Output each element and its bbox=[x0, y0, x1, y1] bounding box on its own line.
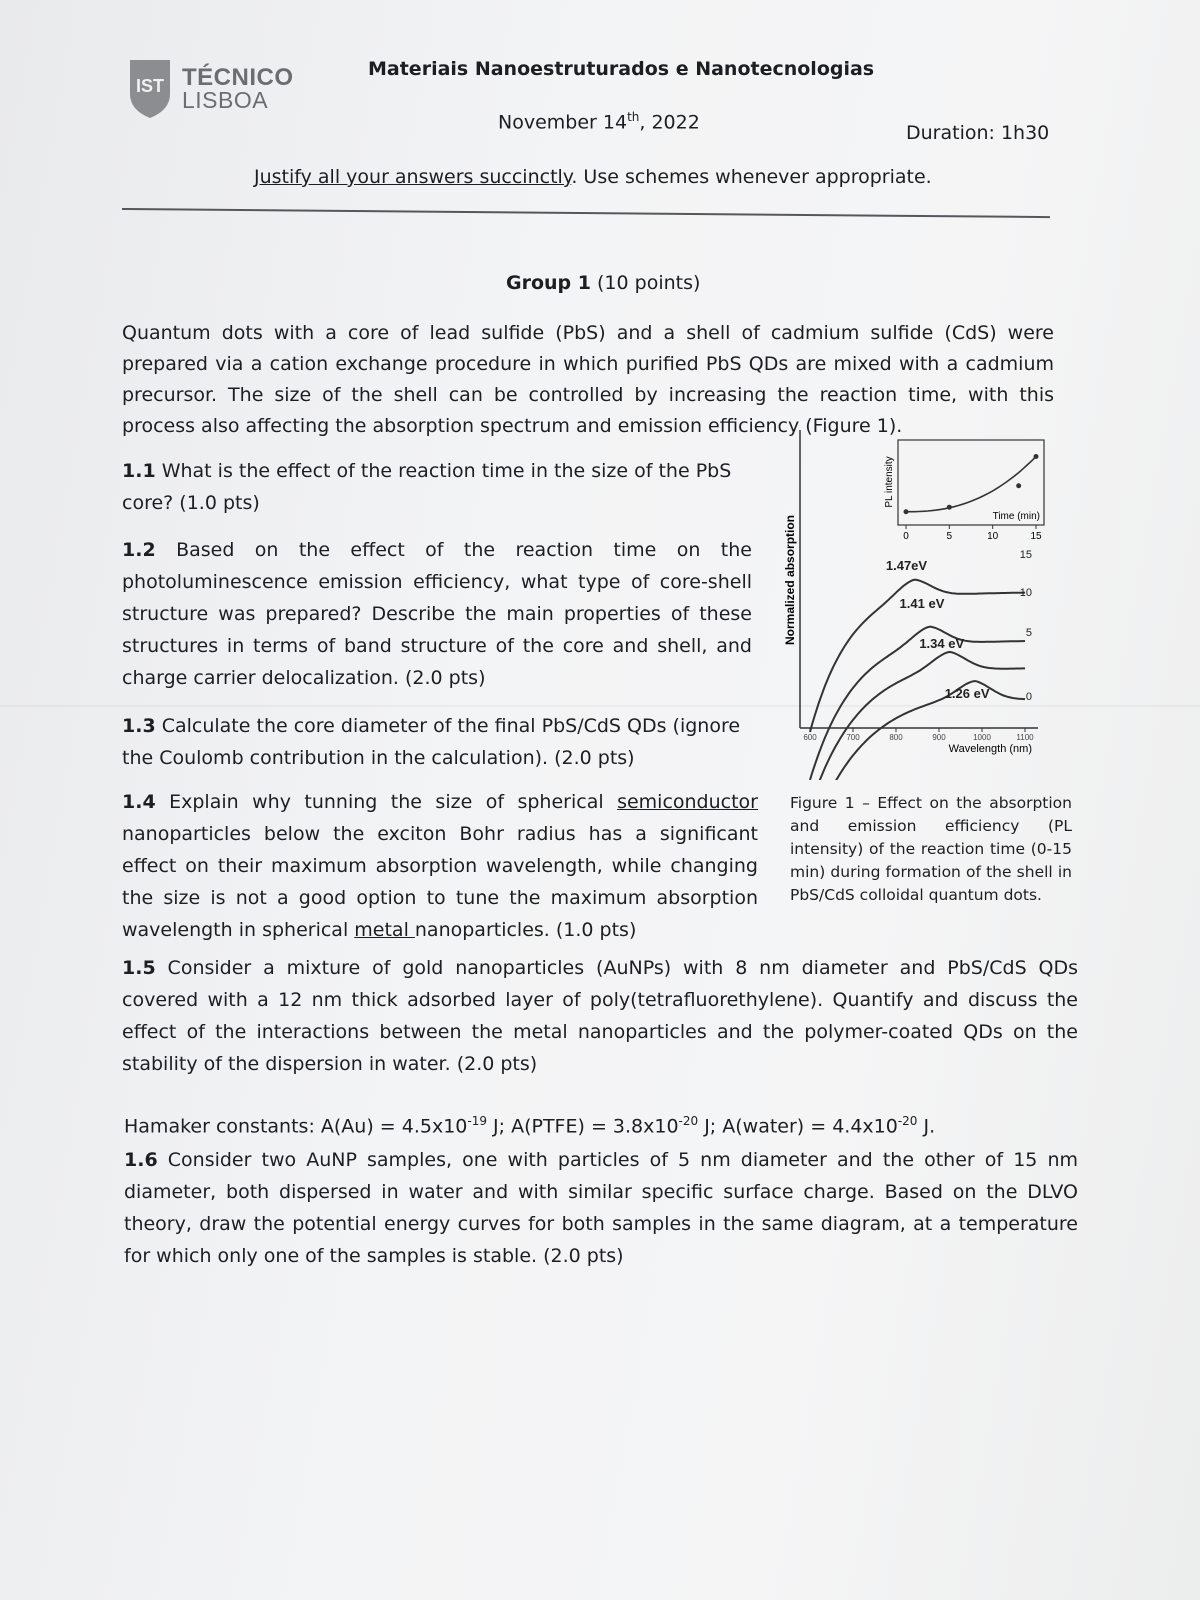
shield-icon bbox=[128, 58, 172, 120]
series-label-5: 5 bbox=[1025, 627, 1032, 639]
course-title: Materiais Nanoestruturados e Nanotecnologias bbox=[368, 58, 875, 80]
inset-data-point bbox=[947, 505, 952, 510]
figure-caption: Figure 1 – Effect on the absorption and emission efficiency (PL intensity) of the reaction time (0-15 min) during formation of the shell in PbS/CdS colloidal quantum dots. bbox=[790, 794, 1072, 904]
question-1-3: 1.3 Calculate the core diameter of the final PbS/CdS QDs (ignore the Coulomb contribution in the calculation). (2.0 pts) bbox=[122, 715, 741, 769]
question-1-5: 1.5 Consider a mixture of gold nanoparticles (AuNPs) with 8 nm diameter and PbS/CdS QDs covered with a 12 nm thick adsorbed layer of poly(tetrafluorethylene). Quantify and discuss the effect of the interactions between the metal nanoparticles and the polymer-coated QDs on the stability of the dispersion in water. (2.0 pts) bbox=[122, 957, 1078, 1075]
figure-1 bbox=[770, 430, 1070, 780]
x-axis-label: Wavelength (nm) bbox=[948, 743, 1032, 755]
question-1-6: 1.6 Consider two AuNP samples, one with particles of 5 nm diameter and the other of 15 nm diameter, both dispersed in water and with similar specific surface charge. Based on the DLVO theory, draw the potential energy curves for both samples in the same diagram, at a temperature for which only one of the samples is stable. (2.0 pts) bbox=[124, 1149, 1078, 1267]
header-divider bbox=[122, 208, 1050, 218]
inset-x-tick-label: 5 bbox=[946, 531, 953, 542]
inset-x-tick-label: 0 bbox=[903, 531, 909, 542]
absorption-chart bbox=[770, 430, 1070, 780]
inset-y-label: PL intensity bbox=[884, 456, 895, 508]
exam-duration: Duration: 1h30 bbox=[906, 122, 1050, 144]
peak-label-5: 1.34 eV bbox=[919, 636, 965, 651]
y-axis-label: Normalized absorption bbox=[783, 514, 797, 646]
peak-label-10: 1.41 eV bbox=[899, 596, 945, 611]
x-tick-label: 700 bbox=[846, 733, 860, 742]
x-tick-label: 1100 bbox=[1016, 733, 1034, 742]
inset-x-tick-label: 15 bbox=[1030, 531, 1042, 542]
logo-line2: LISBOA bbox=[182, 87, 269, 113]
series-label-0: 0 bbox=[1025, 691, 1032, 703]
intro-paragraph: Quantum dots with a core of lead sulfide (PbS) and a shell of cadmium sulfide (CdS) were prepared via a cation exchange procedure in which purified PbS QDs are mixed with a cadmium precursor. The size of the shell can be controlled by increasing the reaction time, with this process also affecting the absorption spectrum and emission efficiency (Figure 1). bbox=[122, 322, 1054, 437]
exam-instruction: Justify all your answers succinctly. Use schemes whenever appropriate. bbox=[254, 166, 932, 188]
logo-mark: IST bbox=[135, 76, 165, 96]
question-1-4: 1.4 Explain why tunning the size of spherical semiconductor nanoparticles below the exciton Bohr radius has a significant effect on their maximum absorption wavelength, while changing the size is not a good option to tune the maximum absorption wavelength in spherical metal nanoparticles. (1.0 pts) bbox=[122, 791, 758, 941]
inset-data-point bbox=[1034, 454, 1039, 459]
inset-data-point bbox=[904, 509, 909, 514]
peak-label-0: 1.26 eV bbox=[944, 686, 990, 701]
x-tick-label: 600 bbox=[803, 733, 817, 742]
x-tick-label: 900 bbox=[932, 733, 946, 742]
logo-line1: TÉCNICO bbox=[182, 64, 294, 91]
question-1-1: 1.1 What is the effect of the reaction time in the size of the PbS core? (1.0 pts) bbox=[122, 460, 732, 514]
hamaker-constants: Hamaker constants: $A(Au) = 4.5x10^{-19}$ J; A(PTFE) = $3.8x10^{-20}$ J; A(water) = $4.4x10^{-20}$ J. bbox=[124, 1114, 936, 1138]
series-label-15: 15 bbox=[1019, 549, 1032, 561]
absorption-series-0 bbox=[810, 681, 1025, 780]
exam-date: November 14th, 2022 bbox=[498, 110, 700, 134]
group-heading: Group 1 (10 points) bbox=[506, 272, 701, 294]
question-1-2: 1.2 Based on the effect of the reaction time on the photoluminescence emission efficiency, what type of core-shell structure was prepared? Describe the main properties of these structures in terms of band structure of the core and shell, and charge carrier delocalization. (2.0 pts) bbox=[122, 539, 752, 689]
inset-data-point bbox=[1016, 483, 1021, 488]
x-tick-label: 1000 bbox=[973, 733, 991, 742]
x-tick-label: 800 bbox=[889, 733, 903, 742]
institution-logo bbox=[128, 58, 294, 120]
peak-label-15: 1.47eV bbox=[885, 558, 928, 573]
absorption-series-5 bbox=[810, 652, 1025, 780]
inset-x-label: Time (min) bbox=[992, 511, 1040, 522]
inset-x-tick-label: 10 bbox=[987, 531, 999, 542]
series-label-10: 10 bbox=[1019, 587, 1032, 599]
